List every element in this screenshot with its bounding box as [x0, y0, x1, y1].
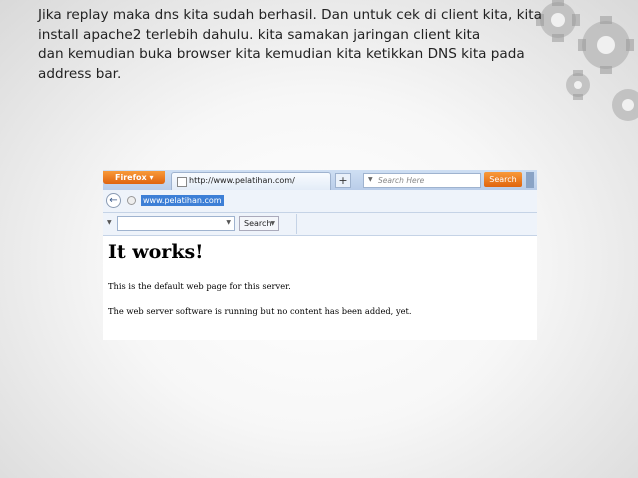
address-bar-input[interactable]: www.pelatihan.com	[143, 196, 222, 205]
toolbar-search-button[interactable]	[239, 216, 279, 231]
page-heading: It works!	[108, 241, 204, 263]
paragraph-line: install apache2 terlebih dahulu. kita samakan jaringan client kita	[38, 26, 481, 43]
chevron-down-icon: ▼	[226, 219, 231, 226]
back-arrow-icon[interactable]: ←	[106, 193, 121, 208]
page-paragraph: This is the default web page for this server.	[108, 281, 291, 291]
browser-tab[interactable]	[171, 172, 331, 190]
tab-title: http://www.pelatihan.com/	[189, 176, 295, 185]
new-tab-button[interactable]: +	[335, 173, 351, 188]
toolbar-search-input[interactable]	[117, 216, 235, 231]
scrollbar[interactable]	[526, 172, 534, 188]
dropdown-arrow-icon[interactable]: ▼	[107, 219, 112, 226]
paragraph-line: address bar.	[38, 65, 122, 82]
toolbar-divider	[296, 214, 297, 234]
site-globe-icon	[127, 196, 136, 205]
search-toolbar	[103, 213, 537, 236]
navigation-bar	[103, 190, 537, 213]
web-page-content	[103, 236, 537, 340]
page-icon	[177, 177, 187, 187]
browser-screenshot	[103, 170, 537, 340]
search-placeholder: Search Here	[378, 176, 425, 185]
browser-tab-bar	[103, 170, 537, 190]
paragraph-line: Jika replay maka dns kita sudah berhasil. Dan untuk cek di client kita, kita	[38, 7, 542, 23]
chevron-down-icon: ▼	[270, 220, 275, 227]
slide-paragraph	[38, 6, 598, 84]
firefox-menu-button[interactable]: Firefox ▾	[103, 171, 165, 184]
search-input[interactable]	[363, 173, 481, 188]
page-paragraph: The web server software is running but no content has been added, yet.	[108, 306, 412, 316]
toolbar-search-label: Search	[244, 219, 272, 228]
search-button[interactable]: Search	[484, 172, 522, 187]
dropdown-arrow-icon: ▼	[368, 176, 373, 183]
paragraph-line: dan kemudian buka browser kita kemudian kita ketikkan DNS kita pada	[38, 46, 525, 62]
